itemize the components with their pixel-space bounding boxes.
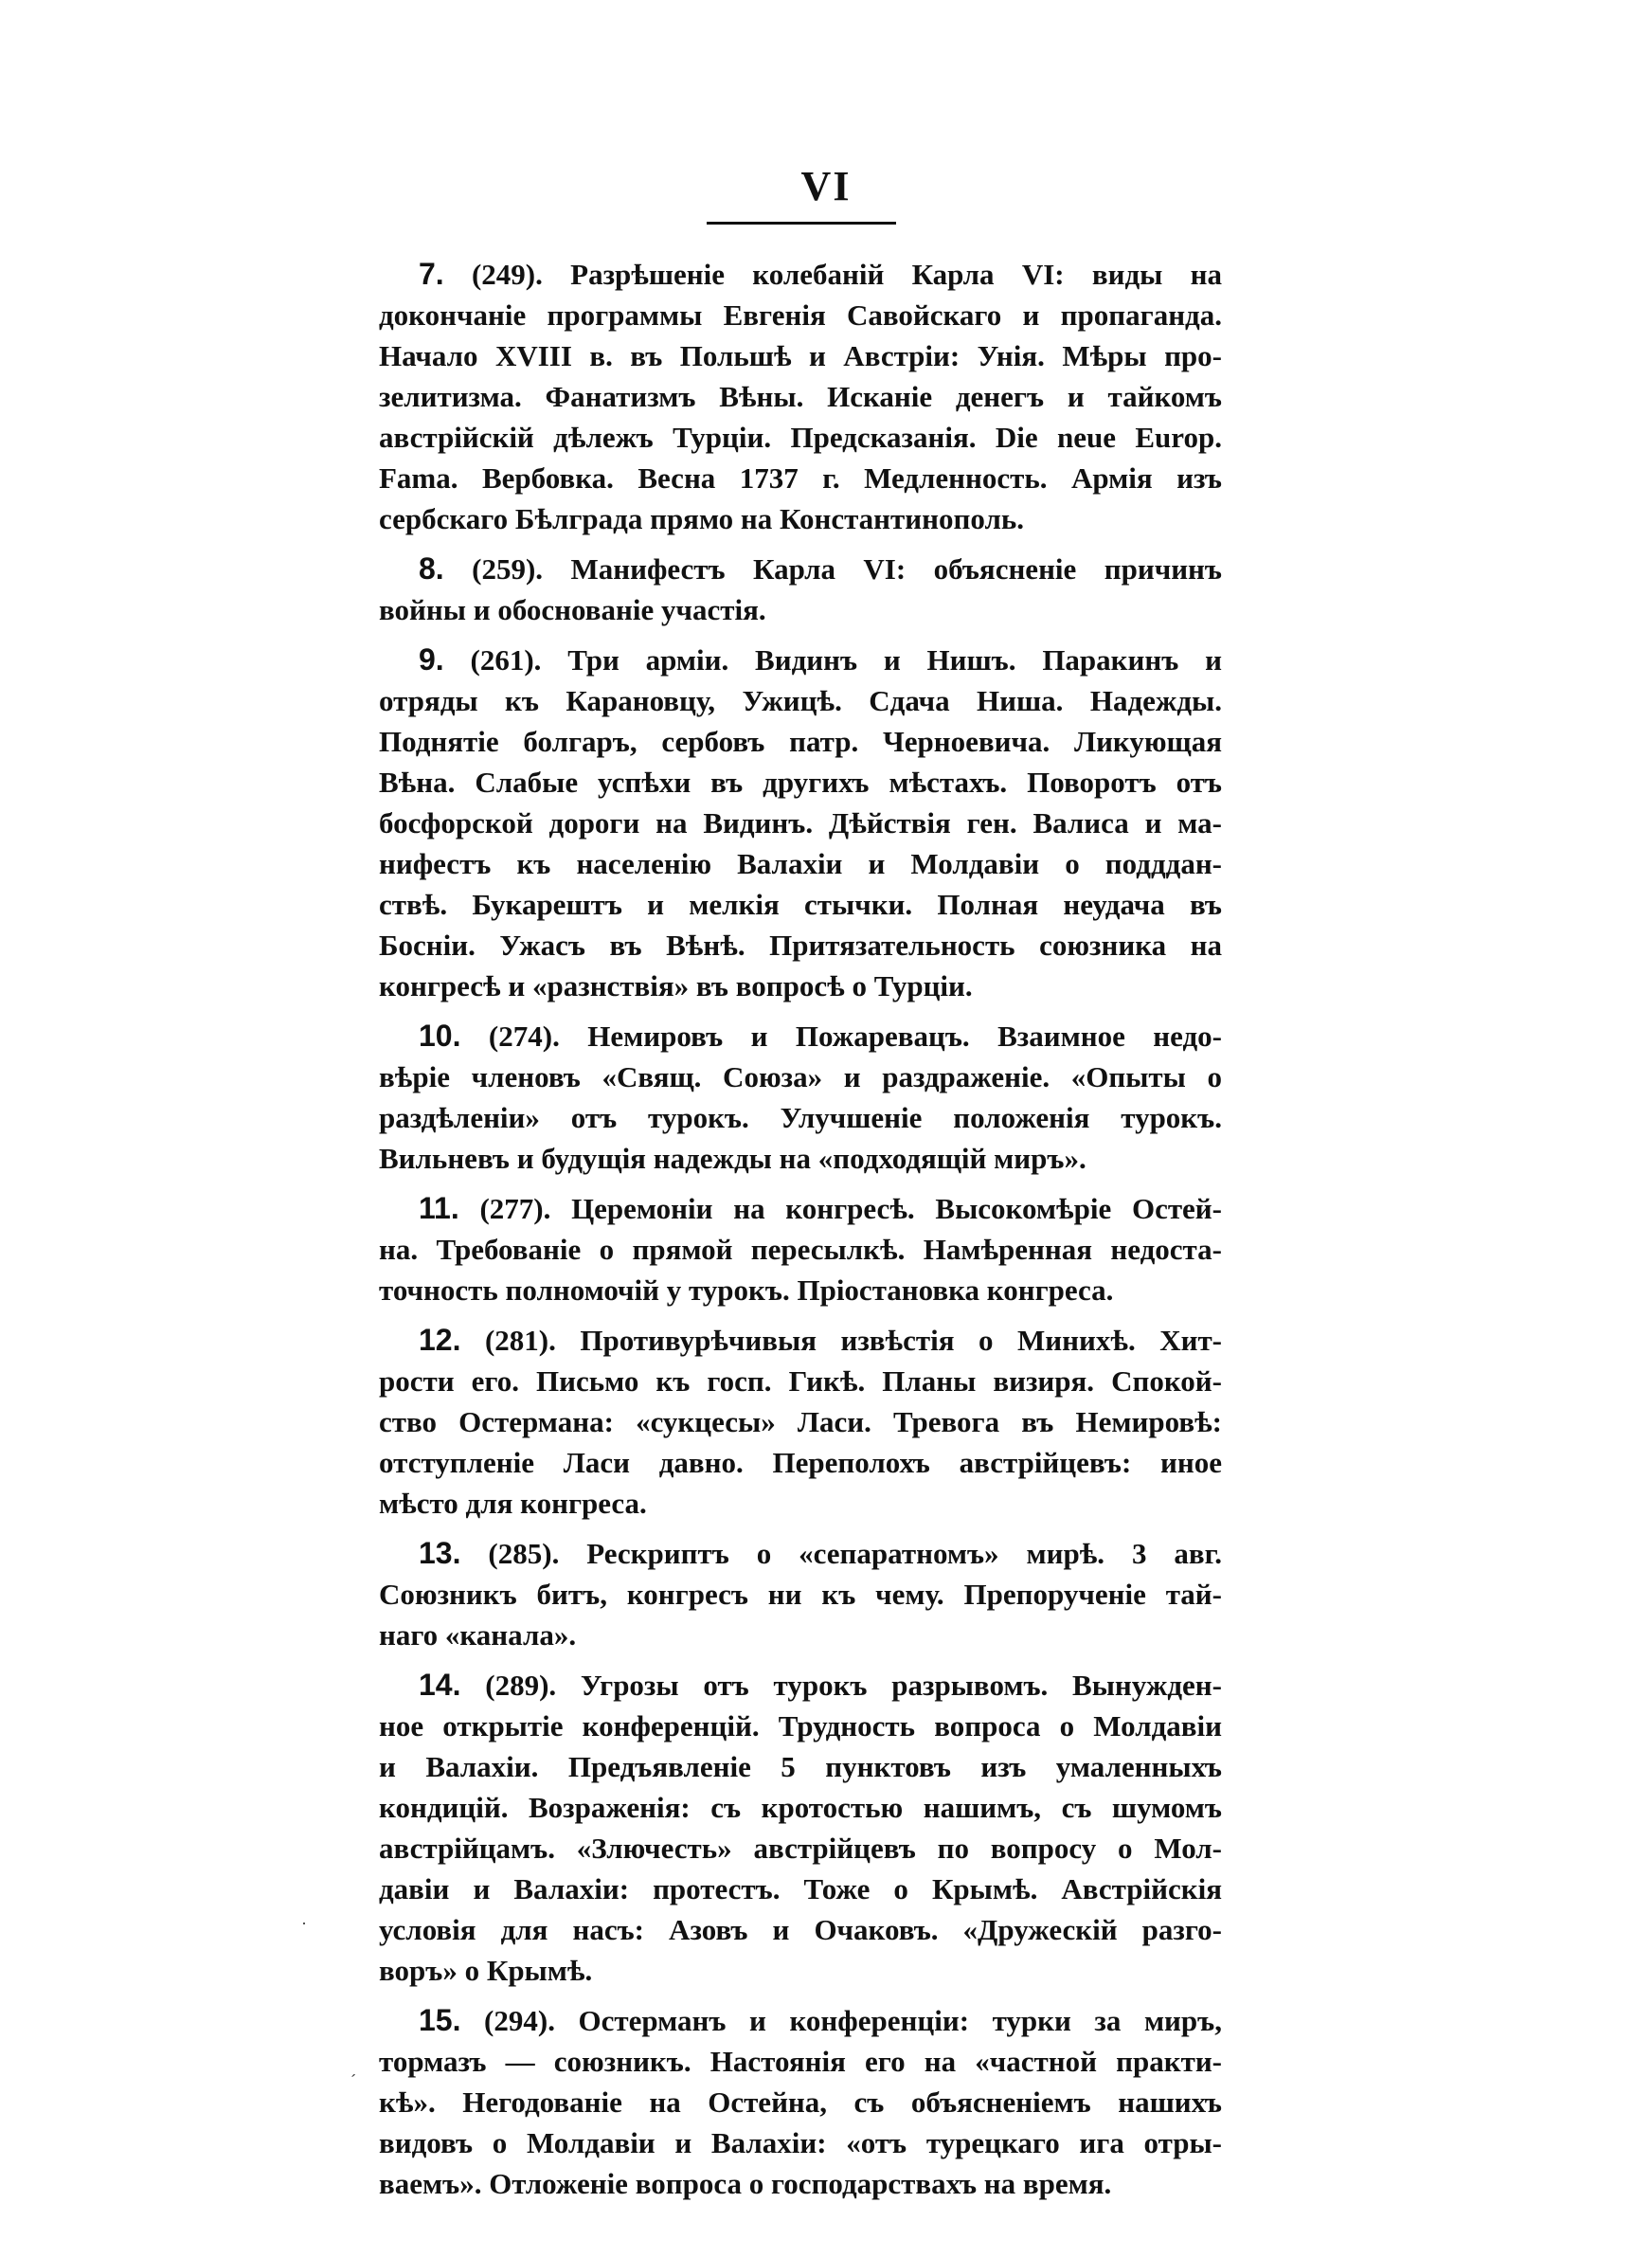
- entry-text: (259). Манифестъ Карла VI: объясненіе причинъ: [443, 552, 1222, 586]
- entry-line: Поднятіе болгаръ, сербовъ патр. Черноевича. Ликующая: [379, 725, 1222, 758]
- entry-number: 8.: [419, 551, 444, 586]
- entry-line: вѣріе членовъ «Свящ. Союза» и раздраженіе. «Опыты о: [379, 1060, 1222, 1093]
- entry-line: ное открытіе конференцій. Трудность вопроса о Молдавіи: [379, 1709, 1222, 1742]
- page-header: [0, 161, 1652, 212]
- toc-entry: [379, 1320, 1222, 1524]
- entry-number: 14.: [419, 1668, 461, 1702]
- entry-line: зелитизма. Фанатизмъ Вѣны. Исканіе денегъ и тайкомъ: [379, 380, 1222, 413]
- entry-line: докончаніе программы Евгенія Савойскаго и пропаганда.: [379, 298, 1222, 332]
- toc-entry: [379, 254, 1222, 539]
- entry-text: (277). Церемоніи на конгресѣ. Высокомѣріе Остей-: [458, 1192, 1222, 1225]
- entry-line: мѣсто для конгреса.: [379, 1487, 647, 1520]
- margin-speck: ˊ: [350, 2071, 356, 2090]
- entry-number: 12.: [419, 1323, 461, 1357]
- entry-first-line: [379, 254, 1222, 295]
- entry-number: 9.: [419, 642, 444, 677]
- entry-line: давіи и Валахіи: протестъ. Тоже о Крымѣ. Австрійскія: [379, 1872, 1222, 1905]
- entry-line: рости его. Письмо къ госп. Гикѣ. Планы визиря. Спокой-: [379, 1364, 1222, 1398]
- entry-number: 15.: [419, 2003, 461, 2037]
- page-number: VI: [800, 163, 852, 209]
- entry-line: воръ» о Крымѣ.: [379, 1954, 593, 1987]
- entry-line: нифестъ къ населенію Валахіи и Молдавіи о подддан-: [379, 847, 1222, 880]
- entry-text: (285). Рескриптъ о «сепаратномъ» мирѣ. 3 авг.: [460, 1537, 1222, 1570]
- entry-line: отступленіе Ласи давно. Переполохъ австрійцевъ: иное: [379, 1446, 1222, 1479]
- toc-entry: [379, 2000, 1222, 2204]
- entry-line: ваемъ». Отложеніе вопроса о господарствахъ на время.: [379, 2167, 1112, 2200]
- toc-entry: [379, 1665, 1222, 1991]
- toc-entry: [379, 1016, 1222, 1179]
- entry-line: австрійцамъ. «Злючесть» австрійцевъ по вопросу о Мол-: [379, 1832, 1222, 1865]
- entry-text: (249). Разрѣшеніе колебаній Карла VI: виды на: [443, 258, 1222, 291]
- entry-line: кѣ». Негодованіе на Остейна, съ объясненіемъ нашихъ: [379, 2085, 1222, 2119]
- toc-entry: [379, 1188, 1222, 1310]
- margin-speck: ·: [301, 1914, 307, 1933]
- entry-text: (294). Остерманъ и конференціи: турки за миръ,: [460, 2004, 1222, 2037]
- entry-line: сербскаго Бѣлграда прямо на Константинополь.: [379, 502, 1024, 535]
- entry-line: кондицій. Возраженія: съ кротостью нашимъ, съ шумомъ: [379, 1791, 1222, 1824]
- entry-line: видовъ о Молдавіи и Валахіи: «отъ турецкаго ига отры-: [379, 2126, 1222, 2159]
- entry-line: наго «канала».: [379, 1618, 577, 1652]
- entry-line: точность полномочій у турокъ. Пріостановка конгреса.: [379, 1273, 1114, 1307]
- entry-first-line: [379, 1188, 1222, 1229]
- entry-first-line: [379, 640, 1222, 680]
- entry-line: на. Требованіе о прямой пересылкѣ. Намѣренная недоста-: [379, 1233, 1222, 1266]
- entry-line: Вильневъ и будущія надежды на «подходящій миръ».: [379, 1142, 1086, 1175]
- toc-entry: [379, 549, 1222, 630]
- entry-line: войны и обоснованіе участія.: [379, 593, 766, 626]
- entry-line: отряды къ Карановцу, Ужицѣ. Сдача Ниша. Надежды.: [379, 684, 1222, 717]
- entry-first-line: [379, 1320, 1222, 1361]
- entry-line: босфорской дороги на Видинъ. Дѣйствія ген. Валиса и ма-: [379, 806, 1222, 840]
- entry-first-line: [379, 1665, 1222, 1706]
- entry-first-line: [379, 549, 1222, 589]
- entry-line: Начало XVIII в. въ Польшѣ и Австріи: Унія. Мѣры про-: [379, 339, 1222, 372]
- entry-first-line: [379, 1016, 1222, 1056]
- entry-line: Босніи. Ужасъ въ Вѣнѣ. Притязательность союзника на: [379, 929, 1222, 962]
- entry-number: 7.: [419, 257, 444, 291]
- entry-line: Fama. Вербовка. Весна 1737 г. Медленность. Армія изъ: [379, 461, 1222, 495]
- entry-line: и Валахіи. Предъявленіе 5 пунктовъ изъ умаленныхъ: [379, 1750, 1222, 1783]
- entry-line: Союзникъ битъ, конгресъ ни къ чему. Препорученіе тай-: [379, 1578, 1222, 1611]
- entry-line: раздѣленіи» отъ турокъ. Улучшеніе положенія турокъ.: [379, 1101, 1222, 1134]
- entry-line: тормазъ — союзникъ. Настоянія его на «частной практи-: [379, 2045, 1222, 2078]
- entry-first-line: [379, 1533, 1222, 1574]
- entry-number: 11.: [419, 1191, 459, 1225]
- toc-entry: [379, 640, 1222, 1006]
- entry-number: 13.: [419, 1536, 461, 1570]
- entry-text: (281). Противурѣчивыя извѣстія о Минихѣ. Хит-: [460, 1324, 1222, 1357]
- entry-text: (261). Три арміи. Видинъ и Нишъ. Паракинъ и: [443, 643, 1222, 677]
- entry-line: ствѣ. Букарештъ и мелкія стычки. Полная неудача въ: [379, 888, 1222, 921]
- entry-line: австрійскій дѣлежъ Турціи. Предсказанія. Die neue Europ.: [379, 421, 1222, 454]
- entry-text: (289). Угрозы отъ турокъ разрывомъ. Вынужден-: [460, 1669, 1222, 1702]
- entry-number: 10.: [419, 1019, 461, 1053]
- table-of-contents: [379, 254, 1222, 2213]
- entry-line: условія для насъ: Азовъ и Очаковъ. «Дружескій разго-: [379, 1913, 1222, 1946]
- entry-text: (274). Немировъ и Пожаревацъ. Взаимное недо-: [460, 1020, 1222, 1053]
- entry-line: конгресѣ и «разнствія» въ вопросѣ о Турціи.: [379, 969, 973, 1002]
- entry-first-line: [379, 2000, 1222, 2041]
- entry-line: Вѣна. Слабые успѣхи въ другихъ мѣстахъ. Поворотъ отъ: [379, 766, 1222, 799]
- entry-line: ство Остермана: «сукцесы» Ласи. Тревога въ Немировѣ:: [379, 1405, 1222, 1438]
- header-rule: [707, 222, 896, 225]
- toc-entry: [379, 1533, 1222, 1655]
